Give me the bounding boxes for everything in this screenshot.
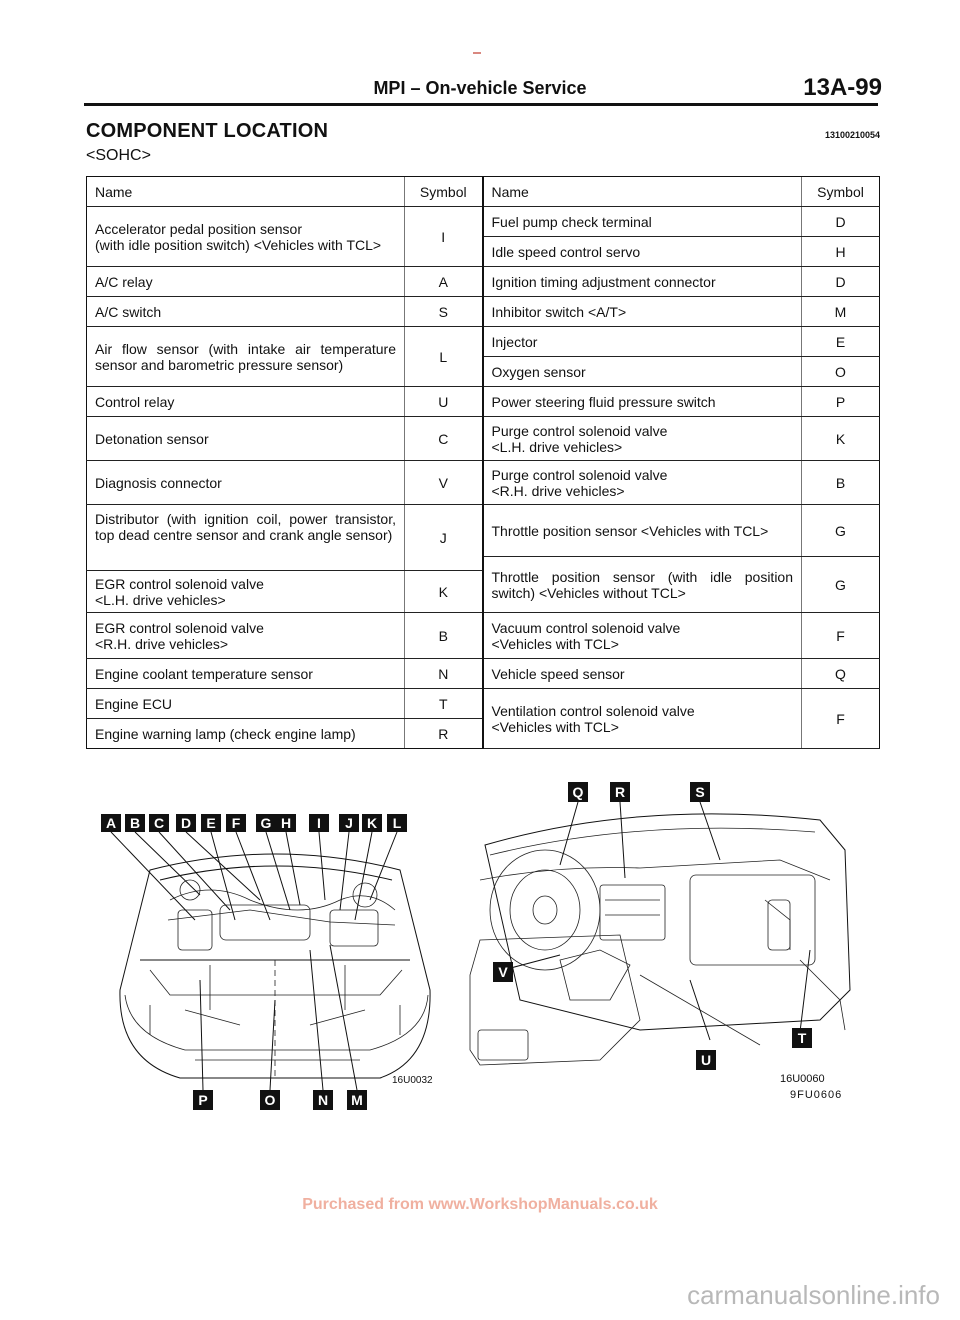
left-symbol: N xyxy=(405,659,483,689)
table-row xyxy=(87,327,880,357)
callout-label-c: C xyxy=(153,815,165,831)
left-symbol: A xyxy=(405,267,483,297)
dashboard-illustration xyxy=(470,802,850,1065)
purchased-from-footer: Purchased from www.WorkshopManuals.co.uk xyxy=(302,1196,658,1213)
callout-label-g: G xyxy=(260,815,272,831)
left-name: EGR control solenoid valve <R.H. drive vehicles> xyxy=(87,613,405,659)
site-watermark: carmanualsonline.info xyxy=(687,1280,940,1310)
header-mark xyxy=(473,52,481,54)
right-symbol: O xyxy=(802,357,880,387)
right-name: Purge control solenoid valve <L.H. drive vehicles> xyxy=(483,417,802,461)
left-name: Distributor (with ignition coil, power transistor, top dead centre sensor and crank angle sensor) xyxy=(87,505,405,571)
right-symbol: F xyxy=(802,689,880,749)
table-row xyxy=(87,417,880,461)
left-name: Air flow sensor (with intake air temperature sensor and barometric pressure sensor) xyxy=(87,327,405,387)
right-symbol: F xyxy=(802,613,880,659)
section-subtitle: <SOHC> xyxy=(86,147,151,164)
component-table xyxy=(86,176,880,749)
header-divider xyxy=(84,103,878,106)
left-name: EGR control solenoid valve <L.H. drive vehicles> xyxy=(87,571,405,613)
right-name: Throttle position sensor (with idle position switch) <Vehicles without TCL> xyxy=(483,557,802,613)
left-symbol: U xyxy=(405,387,483,417)
right-symbol: G xyxy=(802,505,880,557)
table-row xyxy=(87,267,880,297)
callout-label-k: K xyxy=(366,815,378,831)
right-symbol: M xyxy=(802,297,880,327)
right-symbol: Q xyxy=(802,659,880,689)
right-name: Injector xyxy=(483,327,802,357)
callout-label-q: Q xyxy=(572,784,584,800)
right-symbol: E xyxy=(802,327,880,357)
callout-label-l: L xyxy=(392,815,402,831)
left-name: Diagnosis connector xyxy=(87,461,405,505)
callout-label-s: S xyxy=(695,784,705,800)
dashboard-callouts xyxy=(493,782,812,1070)
left-name: Detonation sensor xyxy=(87,417,405,461)
right-name: Ignition timing adjustment connector xyxy=(483,267,802,297)
right-name: Ventilation control solenoid valve <Vehicles with TCL> xyxy=(483,689,802,749)
left-name: A/C switch xyxy=(87,297,405,327)
callout-label-p: P xyxy=(198,1092,208,1108)
callout-label-m: M xyxy=(351,1092,363,1108)
header-name-right: Name xyxy=(483,177,802,207)
right-symbol: K xyxy=(802,417,880,461)
callout-label-u: U xyxy=(700,1052,712,1068)
left-name: Engine ECU xyxy=(87,689,405,719)
right-name: Fuel pump check terminal xyxy=(483,207,802,237)
left-symbol: K xyxy=(405,571,483,613)
engine-figure-code: 16U0032 xyxy=(392,1075,433,1086)
table-row xyxy=(87,387,880,417)
table-row xyxy=(87,505,880,557)
callout-label-n: N xyxy=(317,1092,329,1108)
header-symbol-right: Symbol xyxy=(802,177,880,207)
left-symbol: R xyxy=(405,719,483,749)
figure-code: 9FU0606 xyxy=(790,1089,843,1101)
header-symbol-left: Symbol xyxy=(405,177,483,207)
component-location-figure xyxy=(0,760,960,1160)
table-row xyxy=(87,461,880,505)
callout-label-f: F xyxy=(231,815,241,831)
right-symbol: D xyxy=(802,207,880,237)
left-name: Engine coolant temperature sensor xyxy=(87,659,405,689)
right-name: Oxygen sensor xyxy=(483,357,802,387)
table-row xyxy=(87,659,880,689)
callout-label-a: A xyxy=(105,815,117,831)
callout-label-e: E xyxy=(206,815,216,831)
left-symbol: L xyxy=(405,327,483,387)
right-symbol: H xyxy=(802,237,880,267)
right-name: Inhibitor switch <A/T> xyxy=(483,297,802,327)
table-row xyxy=(87,207,880,237)
left-symbol: V xyxy=(405,461,483,505)
right-symbol: B xyxy=(802,461,880,505)
left-name: Engine warning lamp (check engine lamp) xyxy=(87,719,405,749)
left-symbol: C xyxy=(405,417,483,461)
table-row xyxy=(87,689,880,719)
page-number: 13A-99 xyxy=(803,74,882,101)
callout-label-d: D xyxy=(180,815,192,831)
left-symbol: B xyxy=(405,613,483,659)
callout-label-h: H xyxy=(280,815,292,831)
dashboard-figure-code: 16U0060 xyxy=(780,1073,825,1085)
right-name: Power steering fluid pressure switch xyxy=(483,387,802,417)
callout-label-r: R xyxy=(614,784,626,800)
right-name: Idle speed control servo xyxy=(483,237,802,267)
section-code: 13100210054 xyxy=(824,130,880,140)
right-symbol: G xyxy=(802,557,880,613)
right-symbol: D xyxy=(802,267,880,297)
callout-label-t: T xyxy=(797,1030,807,1046)
right-name: Vacuum control solenoid valve <Vehicles with TCL> xyxy=(483,613,802,659)
left-symbol: J xyxy=(405,505,483,571)
callout-label-b: B xyxy=(129,815,141,831)
engine-top-callouts xyxy=(101,814,407,832)
right-name: Throttle position sensor <Vehicles with TCL> xyxy=(483,505,802,557)
right-name: Purge control solenoid valve <R.H. drive vehicles> xyxy=(483,461,802,505)
left-name: A/C relay xyxy=(87,267,405,297)
right-name: Vehicle speed sensor xyxy=(483,659,802,689)
left-name: Control relay xyxy=(87,387,405,417)
callout-label-o: O xyxy=(264,1092,276,1108)
right-symbol: P xyxy=(802,387,880,417)
page-header-title: MPI – On-vehicle Service xyxy=(373,78,587,98)
header-name-left: Name xyxy=(87,177,405,207)
table-header-row xyxy=(87,177,880,207)
left-symbol: I xyxy=(405,207,483,267)
table-row xyxy=(87,297,880,327)
left-symbol: S xyxy=(405,297,483,327)
callout-label-j: J xyxy=(345,815,353,831)
callout-label-v: V xyxy=(498,964,508,980)
left-symbol: T xyxy=(405,689,483,719)
engine-bottom-callouts xyxy=(193,1090,367,1110)
left-name: Accelerator pedal position sensor (with idle position switch) <Vehicles with TCL> xyxy=(87,207,405,267)
section-title: COMPONENT LOCATION xyxy=(86,120,329,142)
table-row xyxy=(87,613,880,659)
engine-compartment-illustration xyxy=(111,832,430,1090)
callout-label-i: I xyxy=(317,815,321,831)
